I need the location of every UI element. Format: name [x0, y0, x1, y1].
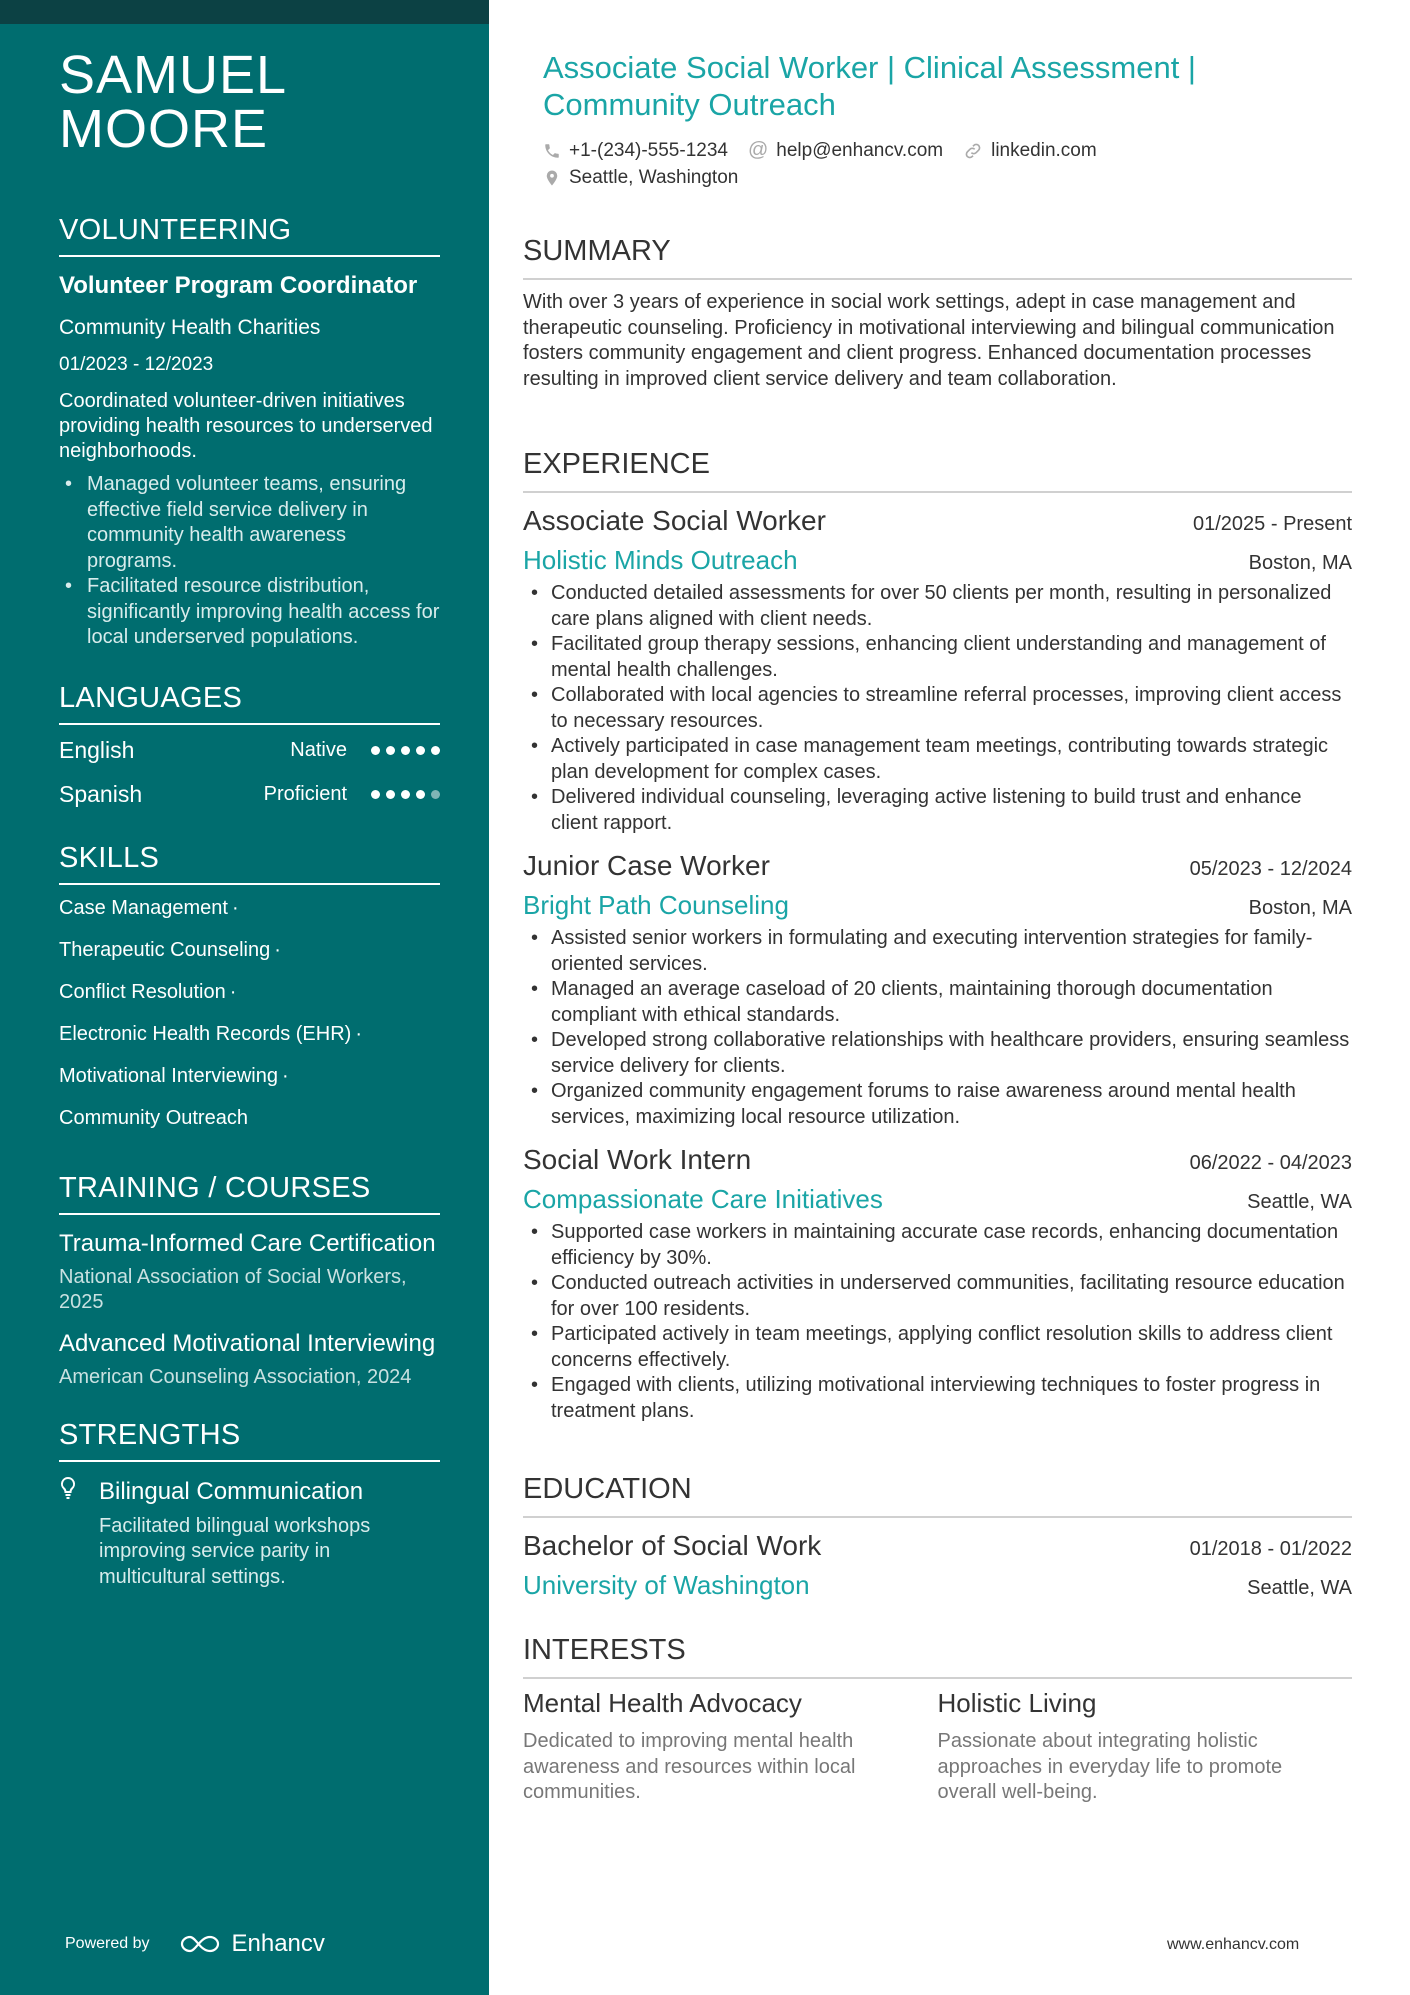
interests-title: INTERESTS	[523, 1633, 1352, 1679]
language-level: Native	[290, 739, 347, 761]
training-section	[59, 1171, 440, 1390]
list-item: • Assisted senior workers in formulating and executing intervention strategies for family-oriented services.	[523, 926, 1352, 977]
list-item: • Managed volunteer teams, ensuring effective field service delivery in community health awareness programs.	[59, 472, 440, 574]
location-pin-icon	[543, 168, 561, 188]
rating-dot	[416, 746, 425, 755]
powered-by-label: Powered by	[65, 1935, 150, 1952]
skills-title: SKILLS	[59, 841, 440, 885]
volunteer-dates: 01/2023 - 12/2023	[59, 354, 214, 375]
job-location: Seattle, WA	[1247, 1191, 1352, 1213]
summary-section	[523, 234, 1352, 392]
sidebar	[0, 0, 489, 1995]
list-item: • Delivered individual counseling, leveraging active listening to build trust and enhance client rapport.	[523, 785, 1352, 836]
list-item: • Conducted detailed assessments for over 50 clients per month, resulting in personalized care plans aligned with client needs.	[523, 581, 1352, 632]
contact-linkedin[interactable]	[963, 140, 1097, 162]
footer-url[interactable]: www.enhancv.com	[1167, 1936, 1300, 1953]
contact-location	[543, 167, 738, 189]
rating-dot	[416, 790, 425, 799]
course-detail: National Association of Social Workers, 2025	[59, 1265, 407, 1313]
list-item: • Collaborated with local agencies to streamline referral processes, improving client access to necessary resources.	[523, 683, 1352, 734]
skill-item: Therapeutic Counseling ·	[59, 938, 281, 961]
strength-detail: Facilitated bilingual workshops improving service parity in multicultural settings.	[99, 1514, 371, 1588]
rating-dot	[431, 746, 440, 755]
interest-name: Mental Health Advocacy	[523, 1688, 802, 1718]
sidebar-top-strip	[0, 0, 489, 24]
language-name: Spanish	[59, 781, 143, 807]
language-row-english	[59, 729, 440, 773]
skill-item: Electronic Health Records (EHR) ·	[59, 1022, 362, 1045]
contact-phone[interactable]	[543, 140, 728, 162]
job-entry	[523, 1142, 1352, 1424]
brand-name: Enhancv	[231, 1930, 325, 1957]
skill-item: Motivational Interviewing ·	[59, 1064, 289, 1087]
job-title: Associate Social Worker	[523, 505, 826, 536]
job-title: Junior Case Worker	[523, 850, 770, 881]
school: University of Washington	[523, 1570, 810, 1600]
list-item: • Engaged with clients, utilizing motivational interviewing techniques to foster progress in treatment plans.	[523, 1373, 1352, 1424]
education-dates: 01/2018 - 01/2022	[1189, 1538, 1352, 1560]
degree: Bachelor of Social Work	[523, 1530, 822, 1561]
rating-dot	[386, 790, 395, 799]
volunteer-role: Volunteer Program Coordinator	[59, 272, 418, 299]
job-company: Holistic Minds Outreach	[523, 545, 798, 575]
summary-text: With over 3 years of experience in social work settings, adept in case management and therapeutic counseling. Proficiency in motivational interviewing and bilingual communication fosters community engagement and client progress. Enhanced documentation processes resulting in improved client service delivery and team collaboration.	[523, 291, 1335, 390]
language-name: English	[59, 737, 135, 763]
job-company: Bright Path Counseling	[523, 890, 789, 920]
job-location: Boston, MA	[1248, 552, 1352, 574]
powered-by	[65, 1930, 325, 1958]
rating-dot	[401, 746, 410, 755]
interest-item	[523, 1687, 938, 1806]
headline: Associate Social Worker | Clinical Assessment | Community Outreach	[543, 50, 1196, 122]
education-section	[523, 1472, 1352, 1602]
linkedin-url: linkedin.com	[991, 139, 1097, 161]
education-title: EDUCATION	[523, 1472, 1352, 1518]
contact-info	[543, 137, 1343, 191]
list-item: • Conducted outreach activities in underserved communities, facilitating resource education for over 100 residents.	[523, 1271, 1352, 1322]
at-sign-icon: @	[747, 139, 769, 161]
summary-title: SUMMARY	[523, 234, 1352, 280]
enhancv-logo[interactable]	[178, 1930, 325, 1958]
interest-item	[938, 1687, 1353, 1806]
skill-item: Case Management ·	[59, 896, 239, 919]
job-bullets	[523, 1220, 1352, 1424]
email-address: help@enhancv.com	[776, 139, 944, 161]
languages-title: LANGUAGES	[59, 681, 440, 725]
strengths-title: STRENGTHS	[59, 1418, 440, 1462]
language-rating	[371, 790, 440, 799]
job-location: Boston, MA	[1248, 897, 1352, 919]
rating-dot	[371, 746, 380, 755]
language-rating	[371, 746, 440, 755]
phone-icon	[543, 142, 561, 160]
interests-section	[523, 1633, 1352, 1806]
list-item: • Managed an average caseload of 20 clients, maintaining thorough documentation compliant with ethical standards.	[523, 977, 1352, 1028]
list-item: • Developed strong collaborative relationships with healthcare providers, ensuring seamless service delivery for clients.	[523, 1028, 1352, 1079]
course-name: Advanced Motivational Interviewing	[59, 1329, 436, 1357]
rating-dot	[371, 790, 380, 799]
link-icon	[963, 141, 983, 161]
languages-section	[59, 681, 440, 817]
job-entry	[523, 503, 1352, 836]
skill-item: Community Outreach	[59, 1106, 248, 1129]
experience-section	[523, 447, 1352, 1424]
education-location: Seattle, WA	[1247, 1577, 1352, 1599]
volunteer-bullets	[59, 472, 440, 651]
job-bullets	[523, 926, 1352, 1130]
interest-name: Holistic Living	[937, 1688, 1097, 1718]
rating-dot-empty	[431, 790, 440, 799]
job-bullets	[523, 581, 1352, 836]
volunteer-org: Community Health Charities	[59, 316, 321, 339]
skill-item: Conflict Resolution ·	[59, 980, 237, 1003]
list-item: • Actively participated in case management team meetings, contributing towards strategic plan development for complex cases.	[523, 734, 1352, 785]
phone-number: +1-(234)-555-1234	[569, 139, 728, 161]
skills-section	[59, 841, 440, 1147]
volunteer-description: Coordinated volunteer-driven initiatives providing health resources to underserved neighborhoods.	[59, 390, 433, 462]
job-dates: 06/2022 - 04/2023	[1189, 1152, 1352, 1174]
last-name: MOORE	[59, 99, 269, 159]
course-detail: American Counseling Association, 2024	[59, 1365, 412, 1388]
first-name: SAMUEL	[59, 45, 288, 105]
list-item: • Participated actively in team meetings, applying conflict resolution skills to address client concerns effectively.	[523, 1322, 1352, 1373]
volunteering-title: VOLUNTEERING	[59, 213, 440, 257]
course-name: Trauma-Informed Care Certification	[59, 1229, 436, 1257]
infinity-icon	[178, 1933, 222, 1955]
rating-dot	[386, 746, 395, 755]
language-row-spanish	[59, 773, 440, 817]
lightbulb-icon	[59, 1476, 99, 1508]
job-company: Compassionate Care Initiatives	[523, 1184, 883, 1214]
language-level: Proficient	[263, 783, 347, 805]
job-dates: 05/2023 - 12/2024	[1189, 858, 1352, 880]
volunteering-section	[59, 213, 440, 651]
training-title: TRAINING / COURSES	[59, 1171, 440, 1215]
list-item: • Facilitated group therapy sessions, enhancing client understanding and management of mental health challenges.	[523, 632, 1352, 683]
rating-dot	[401, 790, 410, 799]
job-dates: 01/2025 - Present	[1193, 513, 1352, 535]
list-item: • Supported case workers in maintaining accurate case records, enhancing documentation efficiency by 30%.	[523, 1220, 1352, 1271]
contact-email[interactable]	[748, 139, 943, 162]
strengths-section	[59, 1418, 440, 1591]
list-item: • Organized community engagement forums to raise awareness around mental health services, maximizing local resource utilization.	[523, 1079, 1352, 1130]
list-item: • Facilitated resource distribution, significantly improving health access for local underserved populations.	[59, 574, 440, 651]
interest-detail: Dedicated to improving mental health awareness and resources within local communities.	[523, 1730, 856, 1803]
experience-title: EXPERIENCE	[523, 447, 1352, 493]
strength-item	[59, 1476, 440, 1508]
job-entry	[523, 848, 1352, 1130]
candidate-name	[59, 45, 440, 159]
strength-name: Bilingual Communication	[99, 1477, 364, 1505]
job-title: Social Work Intern	[523, 1144, 752, 1175]
location-text: Seattle, Washington	[569, 166, 739, 188]
interest-detail: Passionate about integrating holistic approaches in everyday life to promote overall well-being.	[937, 1730, 1283, 1803]
